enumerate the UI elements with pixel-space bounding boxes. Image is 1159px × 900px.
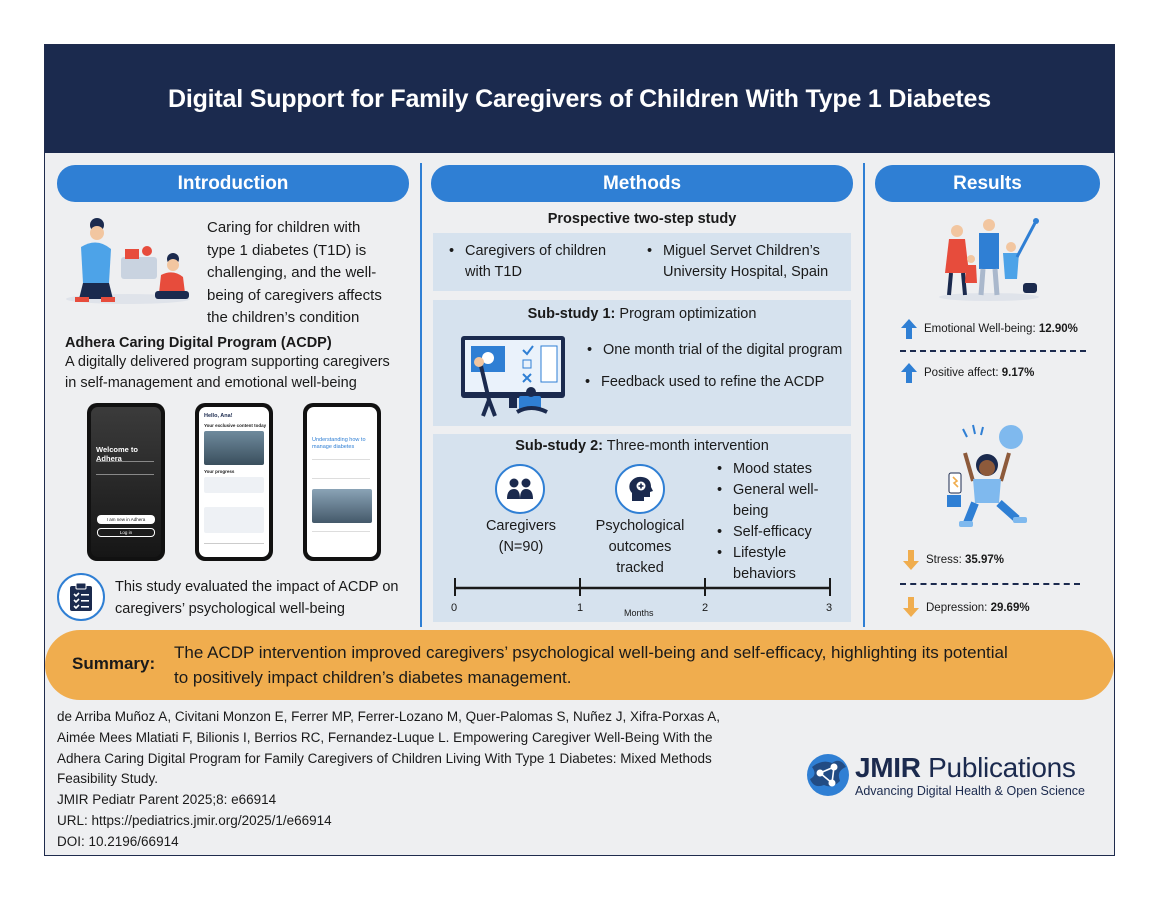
section-header-introduction: Introduction <box>57 165 409 202</box>
sub-study-1-bullet: • One month trial of the digital program <box>587 340 842 361</box>
timeline-axis-label: Months <box>624 608 654 618</box>
outcome-measure-item: • Lifestyle behaviors <box>717 543 818 585</box>
citation-title-end: Feasibility Study. <box>57 771 159 787</box>
timeline-tick-1: 1 <box>577 602 584 614</box>
app-new-user-button: I am new in Adhera <box>97 515 155 524</box>
intro-lead-text: Caring for children with type 1 diabetes (T1D) is challenging, and the well- being of caregivers affects the children’s condition <box>207 219 382 326</box>
timeline-tick-3: 3 <box>826 602 833 614</box>
sub-study-1-bullet: • Feedback used to refine the ACDP <box>585 372 824 393</box>
results-divider <box>900 583 1080 585</box>
infographic-frame <box>44 44 1115 856</box>
timeline-axis <box>451 576 835 600</box>
page-title: Digital Support for Family Caregivers of Children With Type 1 Diabetes <box>168 84 991 113</box>
app-progress-label: Your progress <box>204 469 235 474</box>
citation-journal: JMIR Pediatr Parent 2025;8: e66914 <box>57 792 277 808</box>
citation-block <box>57 707 777 853</box>
psychological-outcomes-icon <box>615 464 665 514</box>
section-header-methods: Methods <box>431 165 853 202</box>
app-login-button: Log in <box>97 528 155 537</box>
column-divider-right <box>863 163 865 627</box>
program-description: A digitally delivered program supporting caregivers in self-management and emotional well-being <box>65 354 390 391</box>
app-screen-welcome <box>87 403 165 561</box>
caregiver-child-illustration <box>63 213 193 305</box>
arrow-down-icon <box>902 596 920 618</box>
result-stress: Stress: 35.97% <box>926 554 1004 566</box>
citation-authors-title: Aimée Mees Mlatiati F, Bilionis I, Berrios RC, Fernandez-Luque L. Empowering Caregiver Well-Being With the <box>57 729 713 745</box>
header-banner <box>45 45 1114 153</box>
result-emotional-wellbeing: Emotional Well-being: 12.90% <box>924 323 1078 335</box>
caregivers-icon <box>495 464 545 514</box>
sub-study-2-heading: Sub-study 2: Three-month intervention <box>515 438 769 454</box>
arrow-up-icon <box>900 318 918 340</box>
outcome-measures-list <box>717 459 818 585</box>
location-bullet: • Miguel Servet Children’s University Hospital, Spain <box>647 241 828 283</box>
timeline-tick-2: 2 <box>702 602 709 614</box>
result-positive-affect: Positive affect: 9.17% <box>924 367 1035 379</box>
brand-name: JMIR Publications <box>855 752 1076 783</box>
participants-box <box>433 233 851 291</box>
column-divider-left <box>420 163 422 627</box>
summary-banner <box>45 630 1114 700</box>
arrow-down-icon <box>902 549 920 571</box>
study-evaluation-text: This study evaluated the impact of ACDP on caregivers’ psychological well-being <box>115 579 399 617</box>
summary-text: The ACDP intervention improved caregivers’ psychological well-being and self-efficacy, highlighting its potential to positively impact children’s diabetes management. <box>174 643 1008 687</box>
citation-authors: de Arriba Muñoz A, Civitani Monzon E, Ferrer MP, Ferrer-Lozano M, Quer-Palomas S, Nuñez J, Xifra-Porxas A, <box>57 709 721 724</box>
jmir-logo-icon <box>806 753 850 797</box>
happy-family-illustration <box>937 213 1043 301</box>
summary-label: Summary: <box>72 654 156 673</box>
app-screen-article <box>303 403 381 561</box>
clipboard-icon <box>57 573 105 621</box>
citation-doi[interactable]: DOI: 10.2196/66914 <box>57 833 179 849</box>
outcome-measure-item: • General well- being <box>717 480 818 522</box>
citation-url[interactable]: URL: https://pediatrics.jmir.org/2025/1/e66914 <box>57 812 332 828</box>
outcome-measure-item: • Self-efficacy <box>717 522 818 543</box>
study-type-label: Prospective two-step study <box>547 211 737 227</box>
sub-study-1-box <box>433 300 851 426</box>
result-depression: Depression: 29.69% <box>926 602 1030 614</box>
caregivers-label: Caregivers (N=90) <box>485 518 557 555</box>
arrow-up-icon <box>900 362 918 384</box>
psychological-outcomes-label: Psychological outcomes tracked <box>595 518 685 576</box>
brand-tagline: Advancing Digital Health & Open Science <box>855 784 1085 798</box>
sub-study-1-heading: Sub-study 1: Program optimization <box>527 306 757 322</box>
program-title: Adhera Caring Digital Program (ACDP) <box>65 335 332 351</box>
program-optimization-illustration <box>459 330 577 418</box>
app-exclusive-content-label: Your exclusive content today <box>204 423 267 428</box>
results-divider <box>900 350 1086 352</box>
citation-title: Adhera Caring Digital Program for Family Caregivers of Children Living With Type 1 Diabetes: Mixed Methods <box>57 750 712 766</box>
outcome-measure-item: • Mood states <box>717 459 818 480</box>
joyful-person-illustration <box>943 423 1029 531</box>
sub-study-2-box <box>433 434 851 622</box>
participants-bullet: • Caregivers of children with T1D <box>449 241 606 283</box>
app-article-title: Understanding how to manage diabetes <box>312 437 366 450</box>
timeline-tick-0: 0 <box>451 602 458 614</box>
section-header-results: Results <box>875 165 1100 202</box>
app-greeting: Hello, Ana! <box>204 413 233 419</box>
app-screen-home <box>195 403 273 561</box>
app-welcome-title: Welcome to Adhera <box>96 445 138 463</box>
